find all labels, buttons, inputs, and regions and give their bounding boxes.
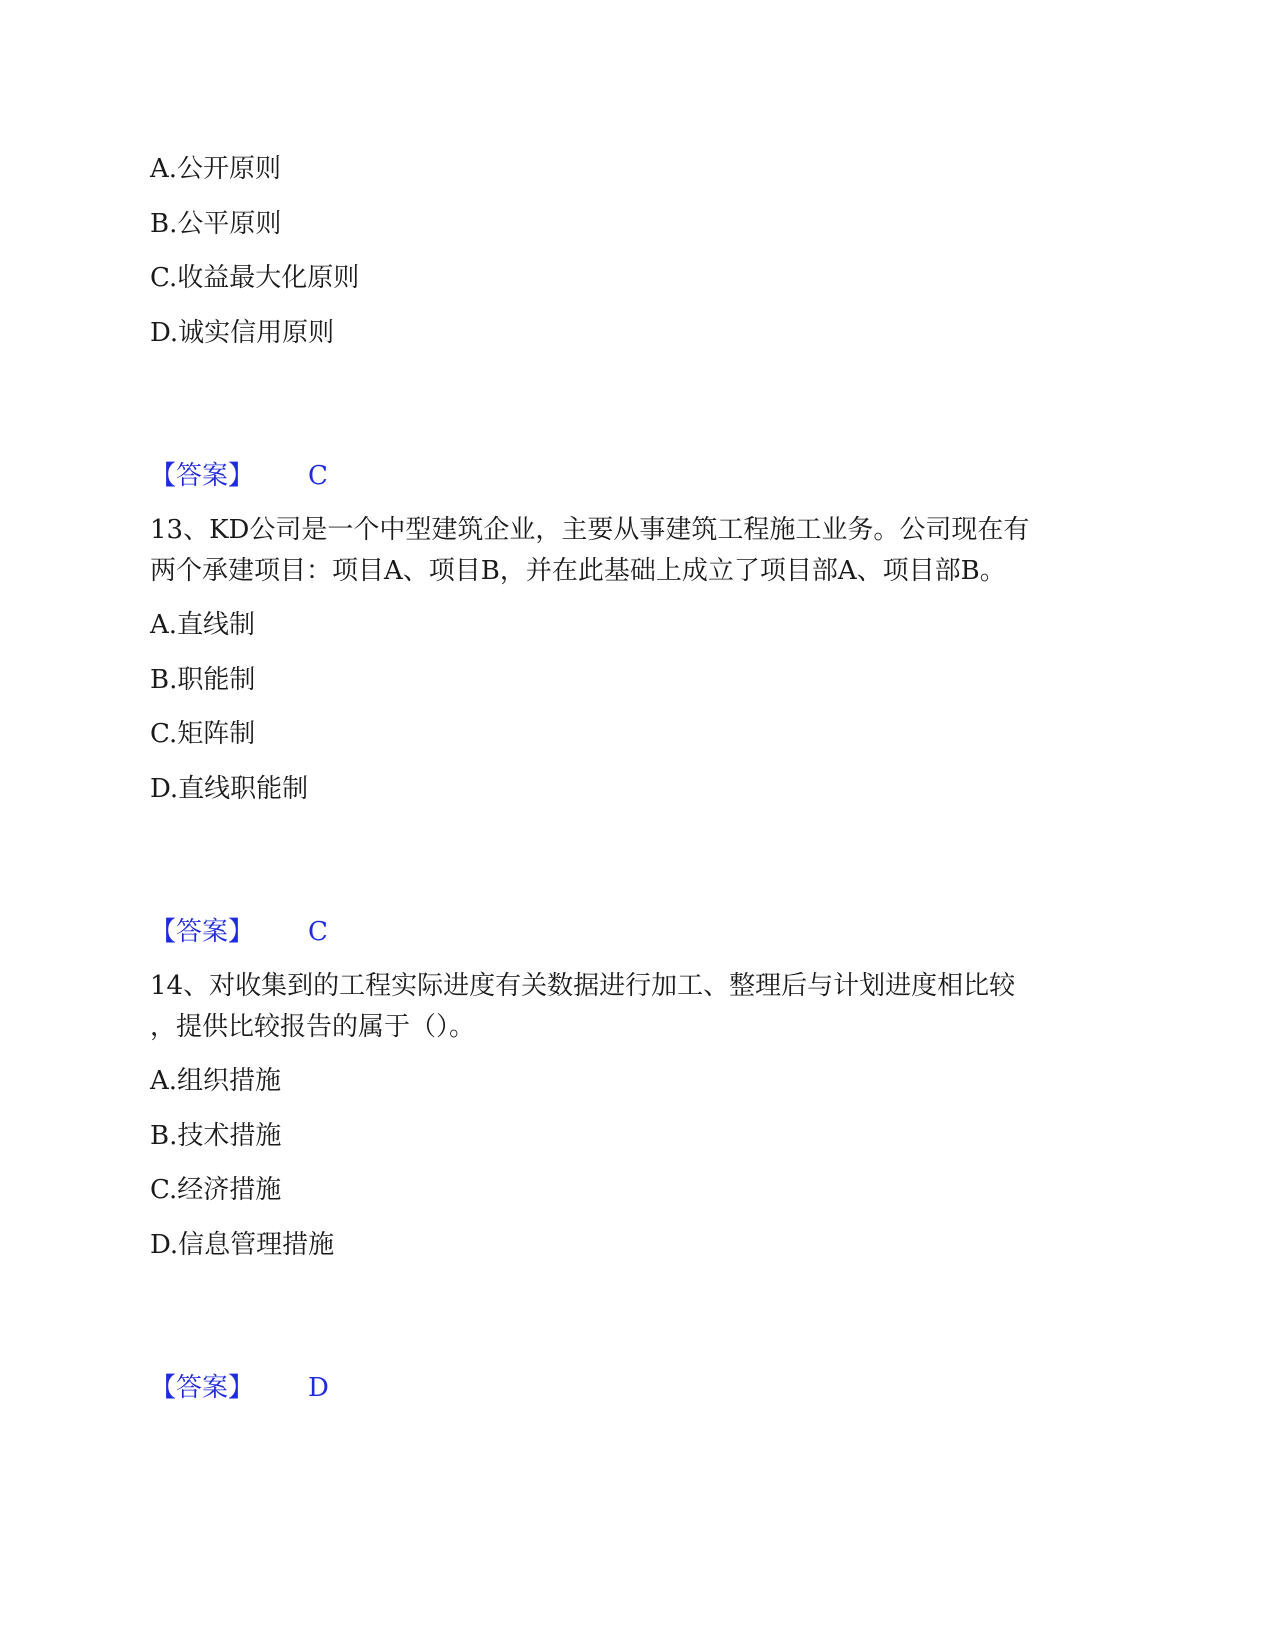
q12-option-b: B.公平原则 [150,209,282,239]
q14-answer [150,1372,329,1404]
q13-stem-line-1: 13、KD公司是一个中型建筑企业，主要从事建筑工程施工业务。公司现在有 [150,515,1030,545]
q13-option-a: A.直线制 [150,610,256,640]
answer-value: C [308,461,328,491]
q14-option-a: A.组织措施 [150,1066,282,1096]
q13-option-b: B.职能制 [150,665,256,695]
q14-stem-line-1: 14、对收集到的工程实际进度有关数据进行加工、整理后与计划进度相比较 [150,971,1016,1001]
answer-label: 【答案】 [150,917,255,947]
q14-stem-line-2: ，提供比较报告的属于（）。 [150,1012,476,1042]
q13-answer [150,916,328,948]
q13-stem-line-2: 两个承建项目：项目A、项目B，并在此基础上成立了项目部A、项目部B。 [150,556,1006,586]
answer-value: D [308,1373,329,1403]
q13-option-d: D.直线职能制 [150,774,309,804]
q13-option-c: C.矩阵制 [150,719,256,749]
q12-option-c: C.收益最大化原则 [150,263,360,293]
q14-option-c: C.经济措施 [150,1175,282,1205]
answer-label: 【答案】 [150,1373,255,1403]
q12-answer [150,460,328,492]
q14-option-d: D.信息管理措施 [150,1230,335,1260]
q12-option-a: A.公开原则 [150,154,282,184]
answer-label: 【答案】 [150,461,255,491]
q14-option-b: B.技术措施 [150,1121,282,1151]
q12-option-d: D.诚实信用原则 [150,318,335,348]
answer-value: C [308,917,328,947]
